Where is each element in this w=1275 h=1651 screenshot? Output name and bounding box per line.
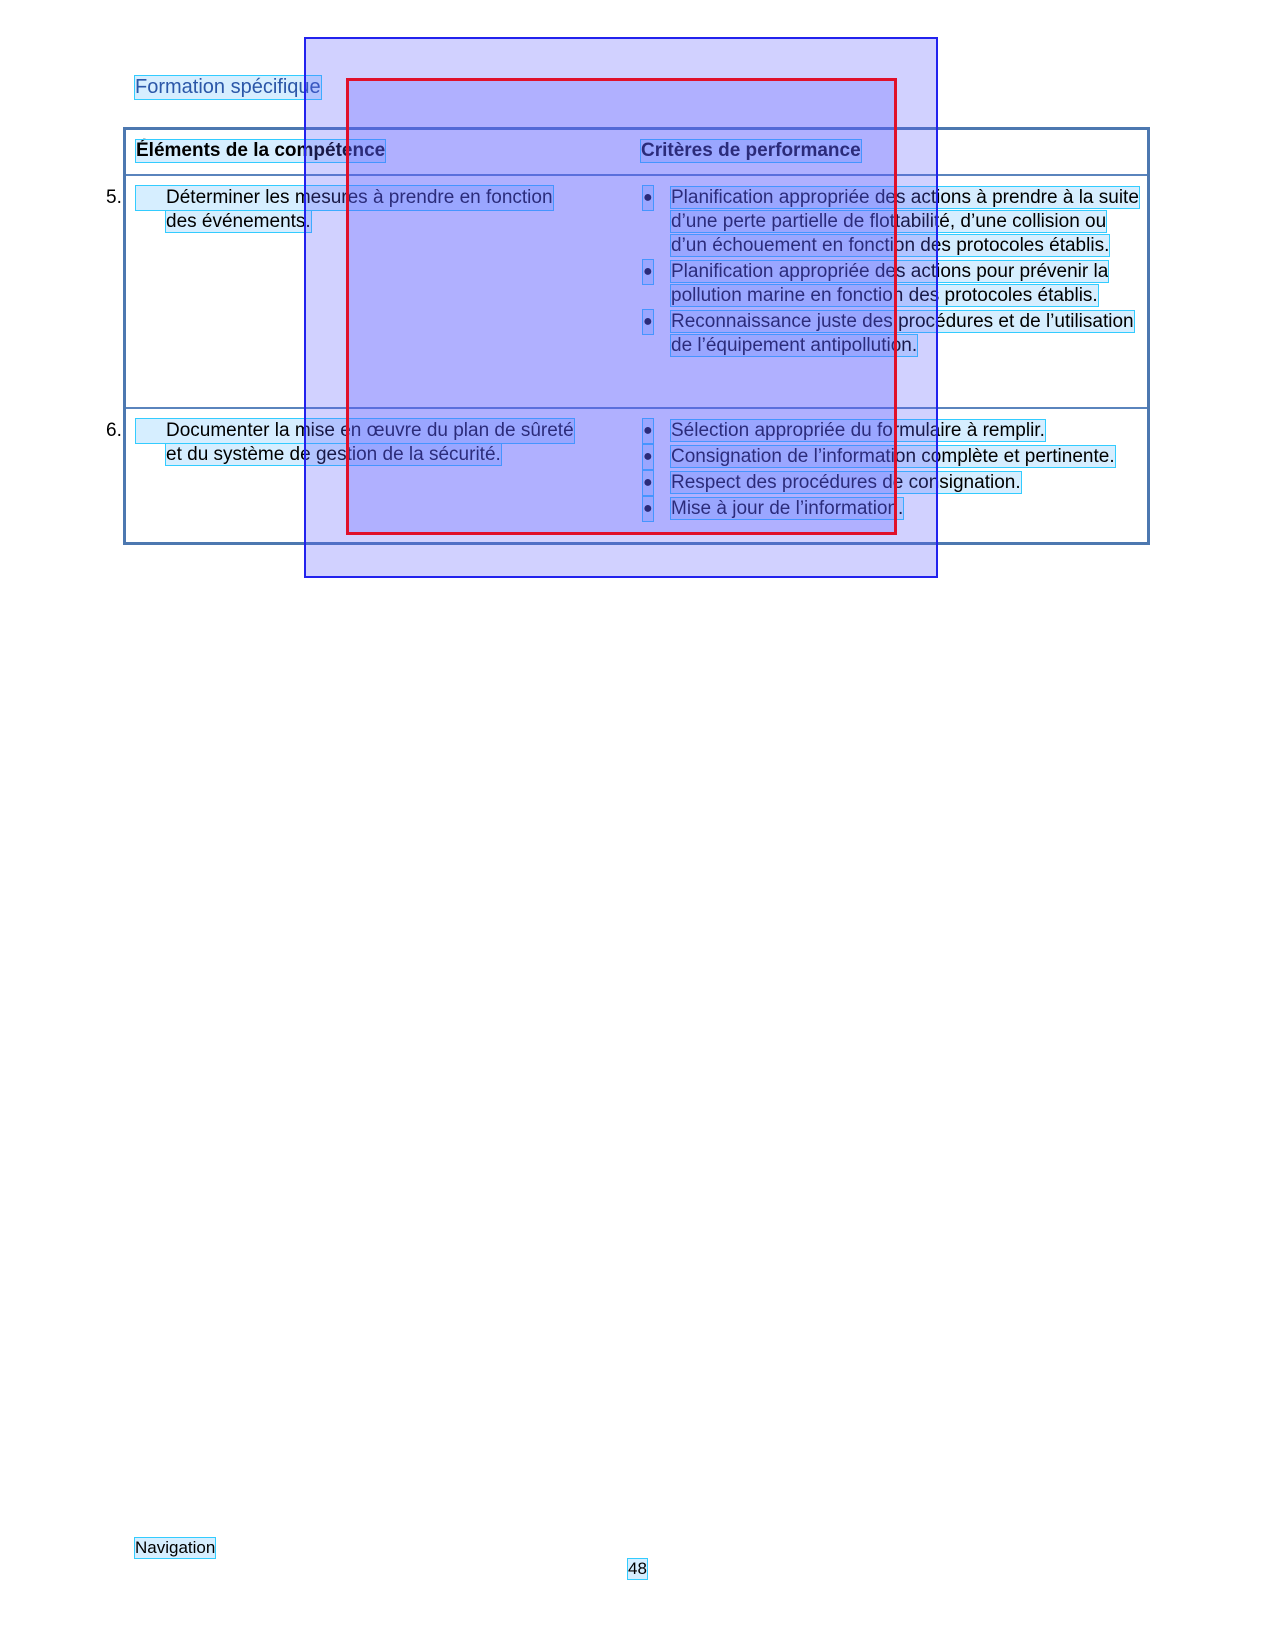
criteria-cell xyxy=(641,409,1147,542)
competence-table xyxy=(106,127,1150,545)
element-line: et du système de gestion de la sécurité. xyxy=(166,444,501,465)
element-number: 6. xyxy=(106,420,122,441)
element-line: des événements. xyxy=(166,211,311,232)
element-text xyxy=(106,186,553,234)
column-header-elements: Éléments de la compétence xyxy=(136,140,386,161)
bullet-icon: ● xyxy=(643,497,653,521)
bullet-icon: ● xyxy=(643,445,653,469)
criteria-item: ● Consignation de l’information complète et pertinente. xyxy=(643,446,1115,467)
criteria-item: ● Planification appropriée des actions à prendre à la suite d’une perte partielle de flottabilité, d’une collision ou d’un échouement en fonction des protocoles établis. xyxy=(643,187,1139,256)
page-header-title: Formation spécifique xyxy=(135,76,321,98)
element-cell xyxy=(106,409,641,542)
criteria-item: ● Sélection appropriée du formulaire à remplir. xyxy=(643,420,1045,441)
criteria-list xyxy=(641,186,1139,360)
table-row xyxy=(106,407,1147,542)
bullet-icon: ● xyxy=(643,186,653,210)
bullet-icon: ● xyxy=(643,310,653,334)
element-line: Déterminer les mesures à prendre en fonction xyxy=(166,187,553,208)
header-cell-elements xyxy=(126,130,641,174)
criteria-cell xyxy=(641,176,1147,407)
column-header-criteria: Critères de performance xyxy=(641,140,861,161)
footer-label: Navigation xyxy=(135,1538,216,1557)
criteria-item: ● Mise à jour de l’information. xyxy=(643,498,904,519)
element-cell xyxy=(106,176,641,407)
element-number: 5. xyxy=(106,187,122,208)
page-number: 48 xyxy=(628,1559,647,1578)
table-header-row xyxy=(126,130,1147,174)
criteria-item: ● Respect des procédures de consignation. xyxy=(643,472,1021,493)
table-row xyxy=(106,174,1147,407)
element-text xyxy=(106,419,574,467)
header-cell-criteria xyxy=(641,130,1147,174)
criteria-item: ● Planification appropriée des actions pour prévenir la pollution marine en fonction des protocoles établis. xyxy=(643,261,1109,306)
element-line: Documenter la mise en œuvre du plan de sûreté xyxy=(166,420,574,441)
criteria-list xyxy=(641,419,1139,523)
bullet-icon: ● xyxy=(643,419,653,443)
criteria-item: ● Reconnaissance juste des procédures et de l’utilisation de l’équipement antipollution. xyxy=(643,311,1134,356)
bullet-icon: ● xyxy=(643,260,653,284)
bullet-icon: ● xyxy=(643,471,653,495)
